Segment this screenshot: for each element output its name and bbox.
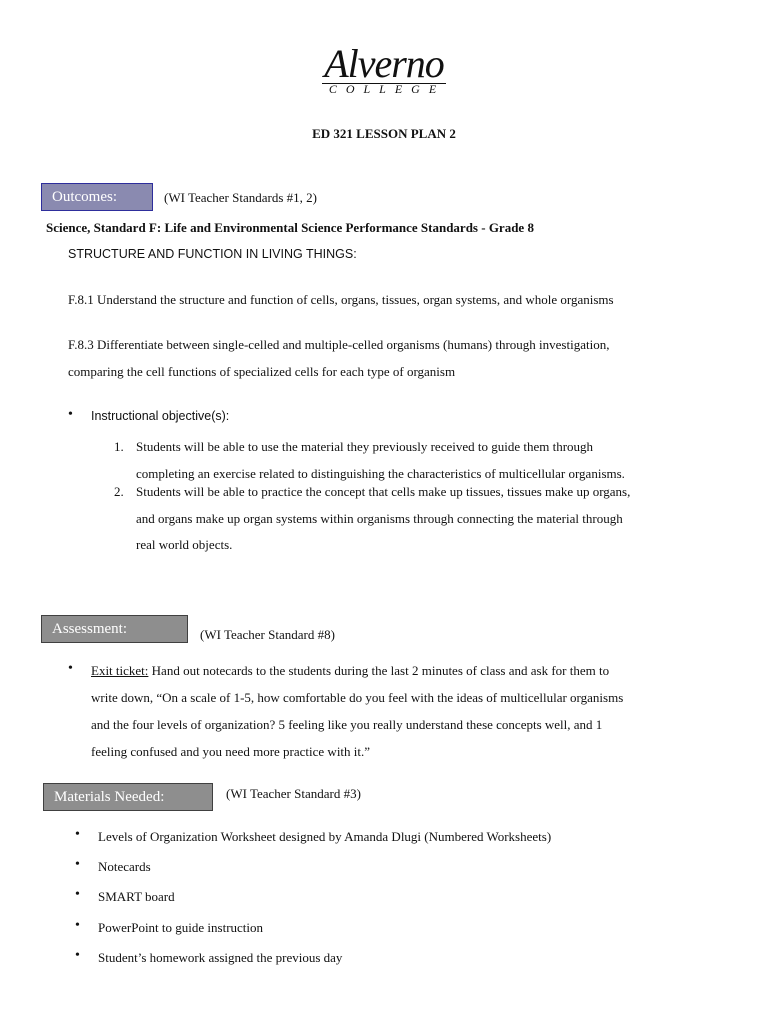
bullet-icon: • [75, 857, 80, 872]
materials-item: Student’s homework assigned the previous day [98, 950, 343, 965]
objective-1-line1: Students will be able to use the material they previously received to guide them through [136, 439, 594, 454]
structure-subheading: STRUCTURE AND FUNCTION IN LIVING THINGS: [68, 247, 357, 261]
exit-ticket-line3: and the four levels of organization? 5 feeling like you really understand these concepts well, and 1 [91, 717, 603, 732]
assessment-standard: (WI Teacher Standard #8) [200, 627, 335, 642]
objective-1-number: 1. [114, 439, 124, 454]
assessment-label: Assessment: [41, 615, 188, 643]
objective-2-line2: and organs make up organ systems within organisms through connecting the material through [136, 511, 623, 526]
exit-ticket-text: Hand out notecards to the students during the last 2 minutes of class and ask for them to [148, 663, 610, 678]
outcomes-standard: (WI Teacher Standards #1, 2) [164, 190, 317, 205]
materials-item: Notecards [98, 859, 151, 874]
exit-ticket-label: Exit ticket: [91, 663, 149, 678]
materials-label: Materials Needed: [43, 783, 213, 811]
bullet-icon: • [75, 827, 80, 842]
outcomes-label: Outcomes: [41, 183, 153, 211]
college-logo-wordmark: Alverno [324, 41, 444, 86]
bullet-icon: • [75, 948, 80, 963]
bullet-icon: • [68, 407, 73, 422]
objective-2-line1: Students will be able to practice the concept that cells make up tissues, tissues make up organs, [136, 484, 631, 499]
bullet-icon: • [75, 887, 80, 902]
standard-f81: F.8.1 Understand the structure and function of cells, organs, tissues, organ systems, and whole organisms [68, 292, 614, 307]
exit-ticket-line1 [91, 663, 609, 679]
standard-f83-line2: comparing the cell functions of specialized cells for each type of organism [68, 364, 456, 379]
bullet-icon: • [75, 918, 80, 933]
exit-ticket-line4: feeling confused and you need more practice with it.” [91, 744, 371, 759]
bullet-icon: • [68, 661, 73, 676]
science-standard-heading: Science, Standard F: Life and Environmental Science Performance Standards - Grade 8 [46, 220, 534, 235]
objective-1-line2: completing an exercise related to distinguishing the characteristics of multicellular organisms. [136, 466, 625, 481]
objective-2-line3: real world objects. [136, 537, 233, 552]
materials-item: SMART board [98, 889, 175, 904]
college-logo-subtitle: COLLEGE [328, 82, 446, 96]
objectives-label: Instructional objective(s): [91, 409, 230, 423]
materials-item: Levels of Organization Worksheet designed by Amanda Dlugi (Numbered Worksheets) [98, 829, 552, 844]
document-title: ED 321 LESSON PLAN 2 [312, 126, 456, 141]
materials-item: PowerPoint to guide instruction [98, 920, 264, 935]
standard-f83-line1: F.8.3 Differentiate between single-celled and multiple-celled organisms (humans) through investigation, [68, 337, 610, 352]
objective-2-number: 2. [114, 484, 124, 499]
materials-standard: (WI Teacher Standard #3) [226, 786, 361, 801]
exit-ticket-line2: write down, “On a scale of 1-5, how comfortable do you feel with the ideas of multicellular organisms [91, 690, 624, 705]
